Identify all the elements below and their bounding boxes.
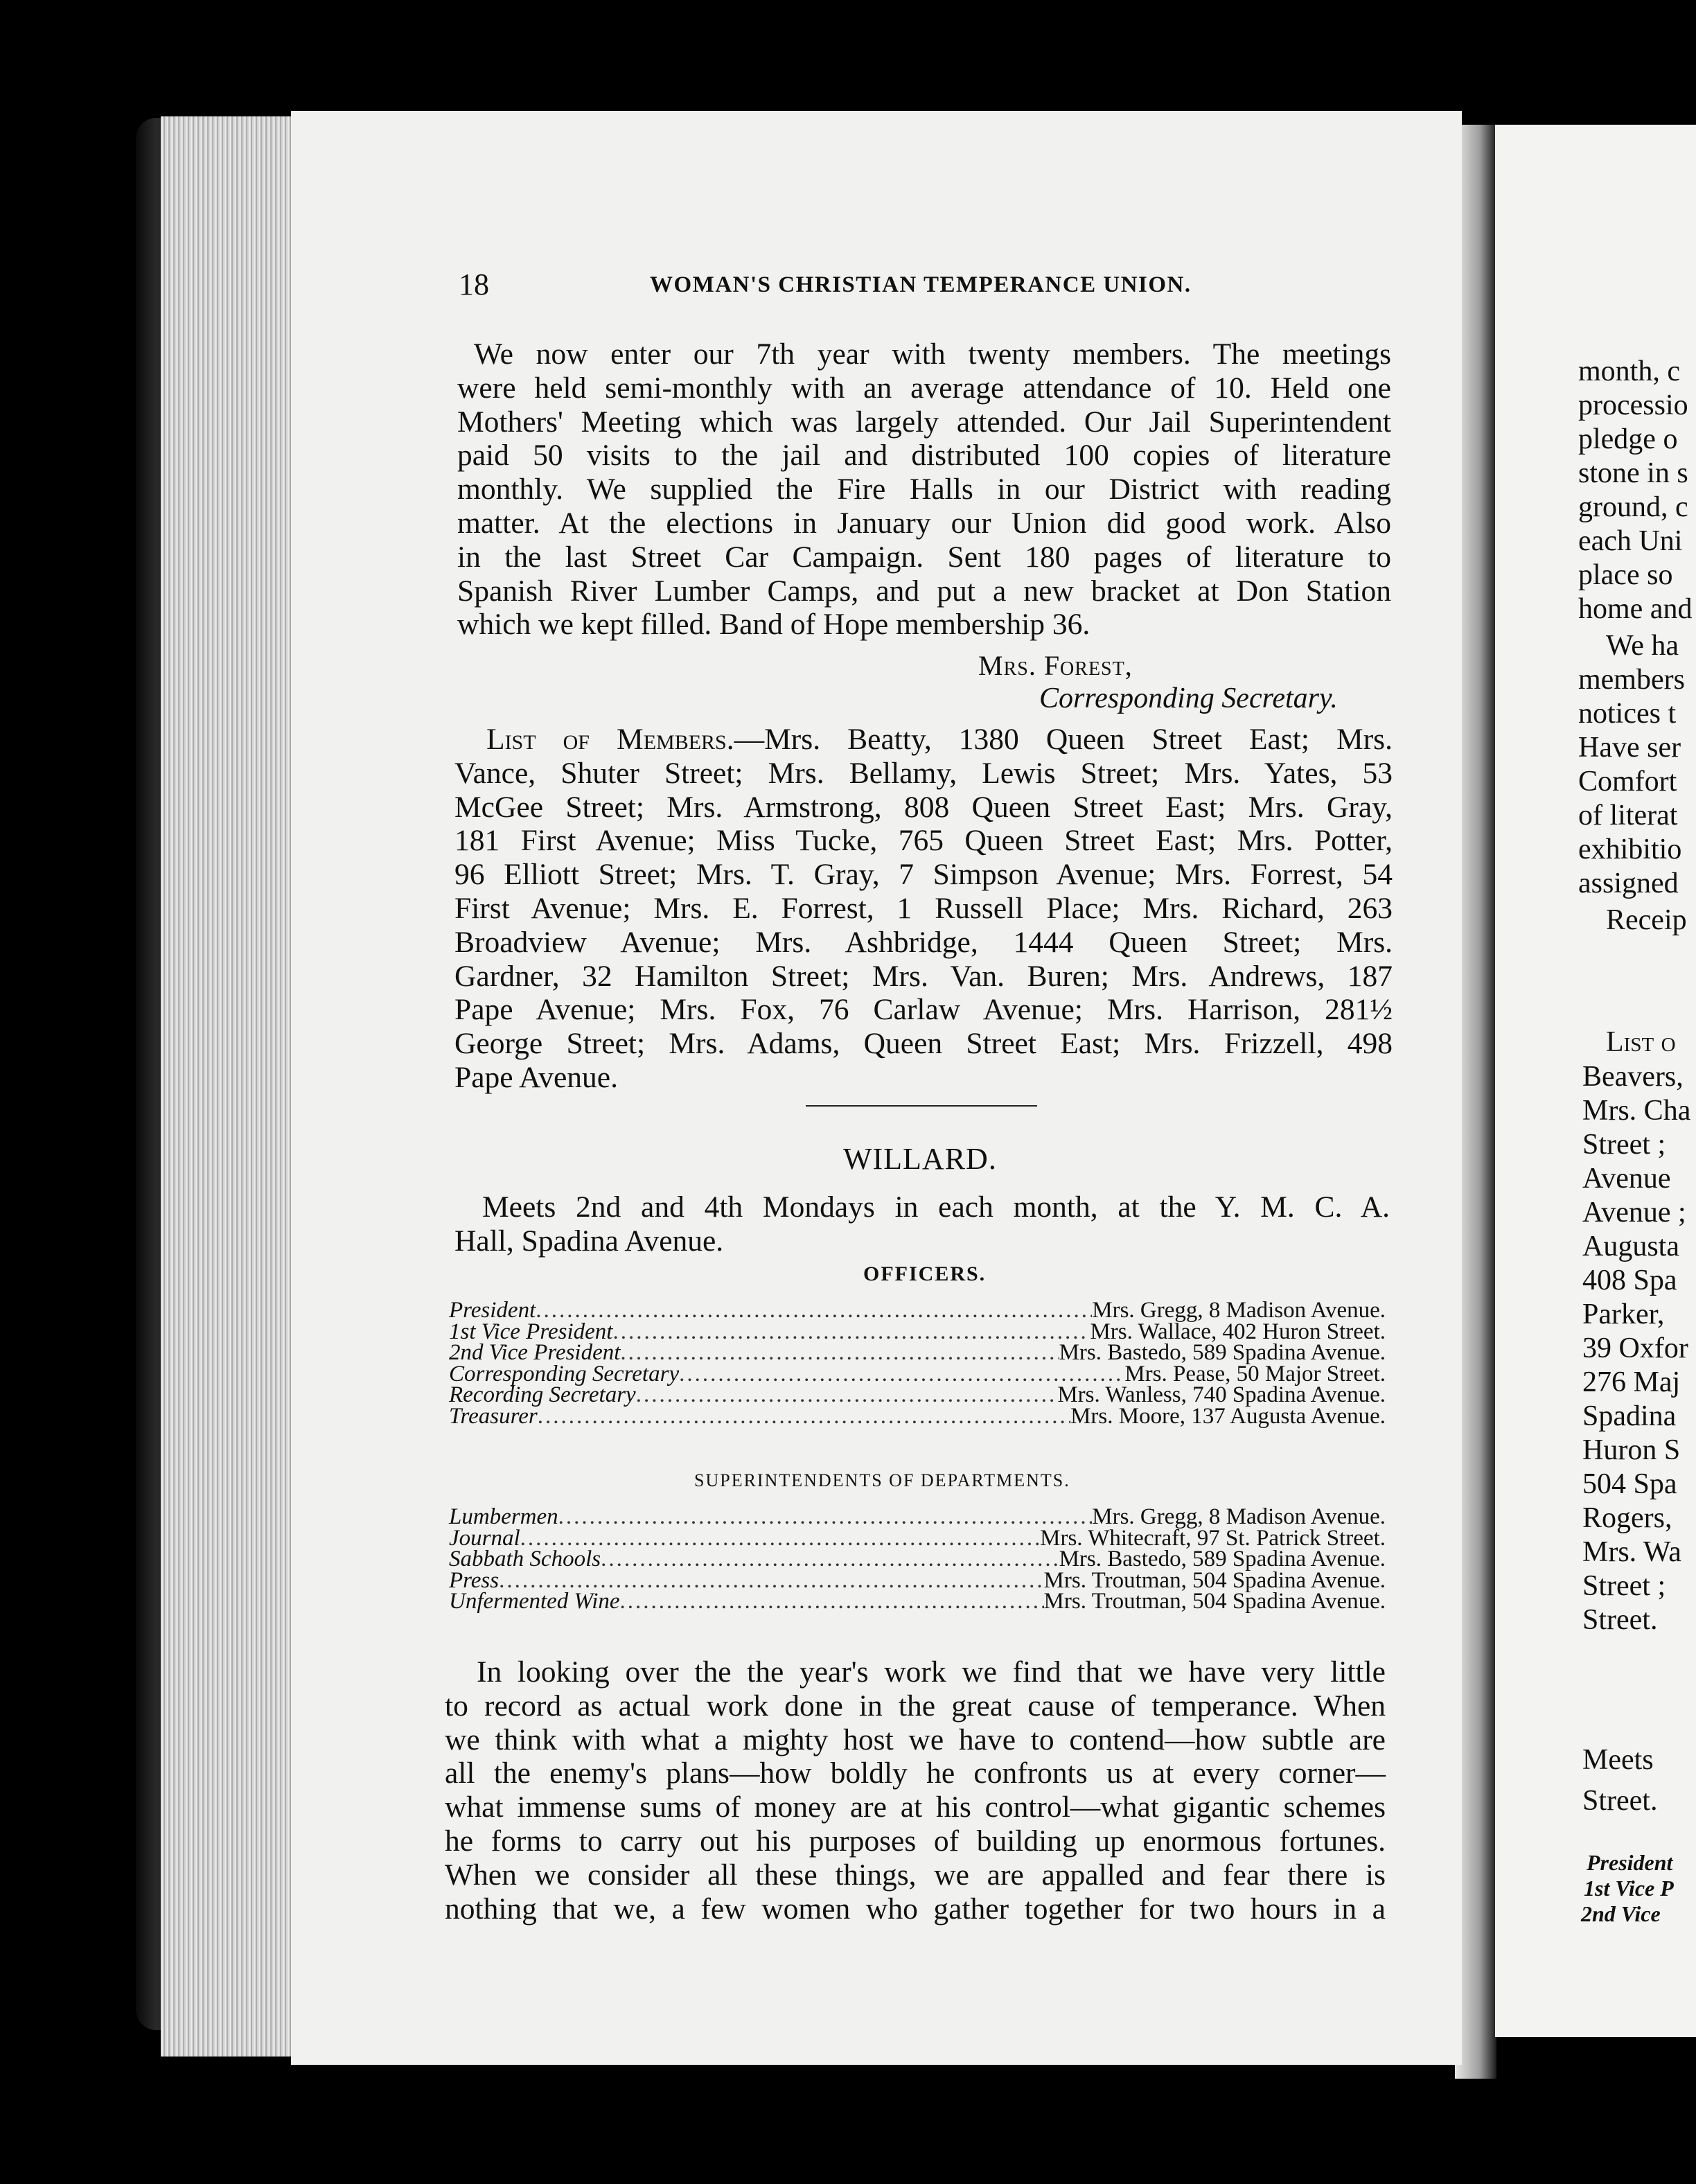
facing-text-line: Avenue — [1582, 1163, 1671, 1195]
signature-title: Corresponding Secretary. — [1039, 682, 1338, 714]
running-head: WOMAN'S CHRISTIAN TEMPERANCE UNION. — [650, 272, 1192, 297]
facing-text-line: stone in s — [1578, 457, 1688, 489]
superintendent-row — [449, 1567, 1386, 1593]
facing-text-line: month, c — [1578, 355, 1680, 387]
department-name: Journal — [449, 1525, 520, 1551]
text-line: Hall, Spadina Avenue. — [454, 1224, 724, 1258]
officer-row — [449, 1361, 1386, 1386]
meeting-info — [454, 1190, 1390, 1258]
facing-text-line: place so — [1578, 559, 1673, 591]
facing-text-line: Mrs. Wa — [1582, 1536, 1681, 1568]
text-line: 96 Elliott Street; Mrs. T. Gray, 7 Simpson Avenue; Mrs. Forrest, 54 — [454, 858, 1393, 892]
facing-text-line: 504 Spa — [1582, 1468, 1677, 1500]
facing-text-line: Parker, — [1582, 1298, 1665, 1330]
text-line: When we consider all these things, we are appalled and fear there is — [445, 1858, 1386, 1892]
officer-role: 1st Vice President — [449, 1319, 613, 1344]
facing-text-line: Mrs. Cha — [1582, 1095, 1691, 1127]
text-line: nothing that we, a few women who gather together for two hours in a — [445, 1892, 1386, 1926]
facing-page — [1495, 125, 1696, 2037]
leader-dots — [520, 1528, 1040, 1549]
officer-role: Corresponding Secretary — [449, 1361, 680, 1386]
facing-text-line: Have ser — [1578, 732, 1681, 764]
officer-row — [449, 1403, 1386, 1429]
facing-text-line: exhibitio — [1578, 834, 1682, 865]
officers-heading: OFFICERS. — [863, 1262, 987, 1285]
facing-text-line: Spadina — [1582, 1400, 1677, 1432]
facing-text-line: assigned — [1578, 868, 1679, 899]
officer-row — [449, 1300, 1386, 1321]
text-line: matter. At the elections in January our Union did good work. Also — [457, 506, 1391, 540]
text-line: Mothers' Meeting which was largely attended. Our Jail Superintendent — [457, 405, 1391, 439]
member-list — [454, 723, 1393, 1095]
facing-text-line: 408 Spa — [1582, 1265, 1677, 1296]
facing-text-line: Street ; — [1582, 1570, 1666, 1602]
superintendents-list — [449, 1506, 1386, 1612]
text-line: In looking over the the year's work we find that we have very little — [477, 1655, 1386, 1689]
officer-name: Mrs. Pease, 50 Major Street. — [1124, 1361, 1386, 1386]
department-name: Press — [449, 1567, 500, 1593]
text-line: Meets 2nd and 4th Mondays in each month, at the Y. M. C. A. — [482, 1190, 1390, 1224]
officer-name: Mrs. Bastedo, 589 Spadina Avenue. — [1059, 1340, 1386, 1365]
superintendent-row — [449, 1591, 1386, 1612]
facing-text-line: Street ; — [1582, 1129, 1666, 1161]
text-line: in the last Street Car Campaign. Sent 180 pages of literature to — [457, 540, 1391, 574]
leader-dots — [636, 1384, 1058, 1406]
text-line: Vance, Shuter Street; Mrs. Bellamy, Lewis Street; Mrs. Yates, 53 — [454, 756, 1393, 790]
facing-text-line: 2nd Vice — [1581, 1901, 1661, 1926]
text-line: paid 50 visits to the jail and distributed 100 copies of literature — [457, 439, 1391, 473]
leader-dots — [620, 1591, 1044, 1612]
text-line: we think with what a mighty host we have to contend—how subtle are — [445, 1723, 1386, 1756]
text-line: which we kept filled. Band of Hope membership 36. — [457, 608, 1090, 642]
officers-list — [449, 1300, 1386, 1427]
officer-role: Recording Secretary — [449, 1382, 636, 1407]
text-line: McGee Street; Mrs. Armstrong, 808 Queen Street East; Mrs. Gray, — [454, 790, 1393, 824]
leader-dots — [499, 1570, 1043, 1592]
facing-text-line: We ha — [1606, 630, 1679, 662]
signature-name: Mrs. Forest, — [978, 650, 1133, 681]
facing-text-line: each Uni — [1578, 525, 1683, 557]
leader-dots — [558, 1506, 1093, 1528]
leader-dots — [612, 1321, 1090, 1343]
facing-text-line: Huron S — [1582, 1434, 1681, 1466]
member-list-label: List of Members. — [486, 723, 734, 756]
superintendent-row — [449, 1525, 1386, 1551]
facing-text-line: notices t — [1578, 698, 1677, 730]
facing-text-line: Beavers, — [1582, 1061, 1684, 1093]
facing-text-line: President — [1587, 1850, 1673, 1875]
superintendent-name: Mrs. Whitecraft, 97 St. Patrick Street. — [1040, 1525, 1386, 1551]
leader-dots — [538, 1406, 1070, 1427]
union-report-paragraph — [457, 337, 1391, 642]
officer-row — [449, 1342, 1386, 1364]
facing-text-line: Rogers, — [1582, 1502, 1672, 1534]
superintendent-row — [449, 1506, 1386, 1528]
officer-row — [449, 1384, 1386, 1406]
text-line: 181 First Avenue; Miss Tucke, 765 Queen Street East; Mrs. Potter, — [454, 824, 1393, 858]
text-line: monthly. We supplied the Fire Halls in our District with reading — [457, 473, 1391, 507]
page-edges — [161, 116, 299, 2057]
superintendent-name: Mrs. Troutman, 504 Spadina Avenue. — [1043, 1567, 1386, 1593]
superintendents-heading: SUPERINTENDENTS OF DEPARTMENTS. — [694, 1470, 1070, 1490]
leader-dots — [679, 1364, 1124, 1385]
leader-dots — [601, 1549, 1059, 1570]
text-line: First Avenue; Mrs. E. Forrest, 1 Russell Place; Mrs. Richard, 263 — [454, 891, 1393, 925]
page-number: 18 — [459, 267, 489, 301]
text-line: he forms to carry out his purposes of building up enormous fortunes. — [445, 1824, 1386, 1858]
superintendent-row — [449, 1549, 1386, 1570]
leader-dots — [536, 1300, 1092, 1321]
facing-text-line: Comfort — [1578, 766, 1677, 798]
text-line: to record as actual work done in the great cause of temperance. When — [445, 1689, 1386, 1723]
facing-text-line: pledge o — [1578, 423, 1678, 455]
text-line: Pape Avenue. — [454, 1060, 618, 1094]
facing-text-line: Avenue ; — [1582, 1197, 1686, 1228]
text-line: George Street; Mrs. Adams, Queen Street East; Mrs. Frizzell, 498 — [454, 1027, 1393, 1061]
superintendent-name: Mrs. Bastedo, 589 Spadina Avenue. — [1059, 1547, 1386, 1571]
officer-row — [449, 1321, 1386, 1343]
facing-text-line: processio — [1578, 389, 1688, 421]
officer-role: President — [449, 1298, 536, 1323]
facing-text-line: 1st Vice P — [1584, 1876, 1674, 1901]
text-line: all the enemy's plans—how boldly he confronts us at every corner— — [445, 1756, 1386, 1790]
facing-text-line: Meets — [1582, 1744, 1654, 1776]
officer-role: 2nd Vice President — [449, 1340, 621, 1365]
facing-text-line: of literat — [1578, 800, 1678, 831]
facing-text-line: members — [1578, 664, 1685, 696]
facing-text-line: Augusta — [1582, 1231, 1679, 1262]
text-line: Gardner, 32 Hamilton Street; Mrs. Van. Buren; Mrs. Andrews, 187 — [454, 959, 1393, 993]
facing-text-line: Street. — [1582, 1604, 1658, 1636]
department-name: Unfermented Wine — [449, 1589, 620, 1614]
department-name: Lumbermen — [449, 1504, 558, 1529]
officer-name: Mrs. Moore, 137 Augusta Avenue. — [1070, 1403, 1386, 1429]
department-name: Sabbath Schools — [449, 1547, 601, 1571]
text-line: Broadview Avenue; Mrs. Ashbridge, 1444 Queen Street; Mrs. — [454, 925, 1393, 959]
superintendent-name: Mrs. Gregg, 8 Madison Avenue. — [1092, 1504, 1386, 1529]
text-line: List of Members.—Mrs. Beatty, 1380 Queen Street East; Mrs. — [486, 723, 1393, 756]
section-heading: WILLARD. — [843, 1142, 997, 1176]
facing-text-line: home and — [1578, 593, 1693, 625]
facing-text-line: 39 Oxfor — [1582, 1332, 1688, 1364]
officer-role: Treasurer — [449, 1403, 538, 1429]
text-line: Pape Avenue; Mrs. Fox, 76 Carlaw Avenue; Mrs. Harrison, 281½ — [454, 993, 1393, 1027]
facing-text-line: List o — [1606, 1026, 1676, 1058]
section-divider — [806, 1105, 1037, 1107]
facing-text-line: Receip — [1606, 904, 1687, 936]
facing-text-line: Street. — [1582, 1785, 1658, 1817]
leader-dots — [620, 1342, 1059, 1364]
willard-report-paragraph — [445, 1655, 1386, 1926]
text-line: We now enter our 7th year with twenty members. The meetings — [474, 337, 1391, 371]
facing-text-line: 276 Maj — [1582, 1366, 1681, 1398]
facing-text-line: ground, c — [1578, 491, 1688, 523]
officer-name: Mrs. Wanless, 740 Spadina Avenue. — [1057, 1382, 1386, 1407]
text-line: Spanish River Lumber Camps, and put a new bracket at Don Station — [457, 574, 1391, 608]
officer-name: Mrs. Gregg, 8 Madison Avenue. — [1092, 1298, 1386, 1323]
officer-name: Mrs. Wallace, 402 Huron Street. — [1090, 1319, 1386, 1344]
text-line: were held semi-monthly with an average attendance of 10. Held one — [457, 371, 1391, 405]
text-line: what immense sums of money are at his control—what gigantic schemes — [445, 1790, 1386, 1824]
superintendent-name: Mrs. Troutman, 504 Spadina Avenue. — [1043, 1589, 1386, 1614]
